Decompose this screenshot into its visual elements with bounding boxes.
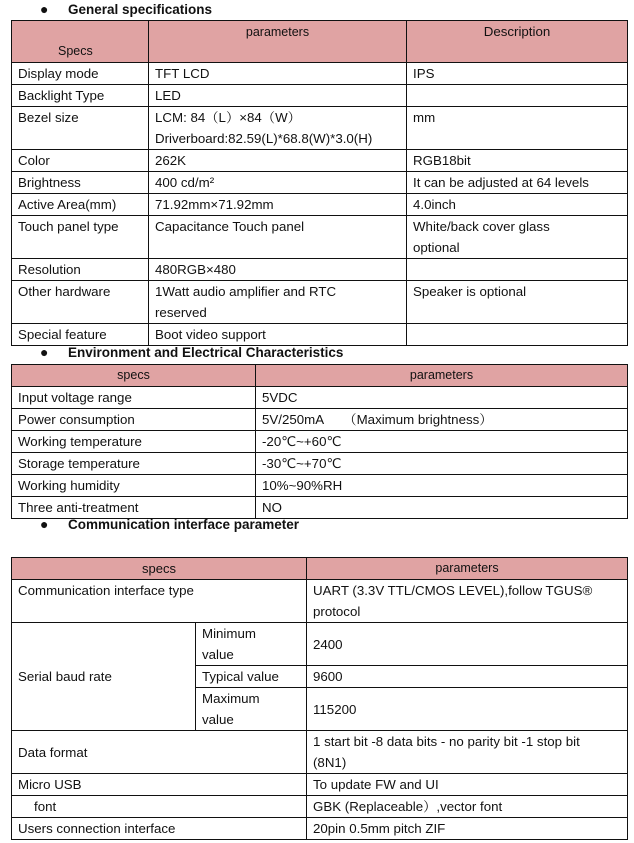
spec-cell: Color bbox=[12, 150, 149, 172]
description-cell: 4.0inch bbox=[407, 194, 628, 216]
spec-cell: Backlight Type bbox=[12, 85, 149, 107]
spec-cell: Special feature bbox=[12, 324, 149, 346]
spec-cell: Working humidity bbox=[12, 475, 256, 497]
table-row bbox=[12, 818, 628, 840]
param-cell: 480RGB×480 bbox=[149, 259, 407, 281]
table-row bbox=[12, 281, 628, 324]
table-row bbox=[12, 497, 628, 519]
bullet-icon: ● bbox=[40, 1, 49, 17]
baud-label-cell: Typical value bbox=[196, 666, 307, 688]
spec-cell: Touch panel type bbox=[12, 216, 149, 259]
spec-cell: Display mode bbox=[12, 63, 149, 85]
param-cell: -20℃~+60℃ bbox=[256, 431, 628, 453]
table-row bbox=[12, 409, 628, 431]
table-row bbox=[12, 623, 628, 666]
param-cell: LED bbox=[149, 85, 407, 107]
description-cell bbox=[407, 85, 628, 107]
spec-cell: Three anti-treatment bbox=[12, 497, 256, 519]
param-cell: 115200 bbox=[307, 688, 628, 731]
param-cell: 1Watt audio amplifier and RTC reserved bbox=[149, 281, 407, 324]
param-cell: 5V/250mA （Maximum brightness） bbox=[256, 409, 628, 431]
environment-table bbox=[11, 364, 628, 519]
general-specifications-table bbox=[11, 20, 628, 346]
param-cell: UART (3.3V TTL/CMOS LEVEL),follow TGUS® protocol bbox=[307, 580, 628, 623]
param-cell: Boot video support bbox=[149, 324, 407, 346]
param-cell: Capacitance Touch panel bbox=[149, 216, 407, 259]
table-row bbox=[12, 580, 628, 623]
communication-table bbox=[11, 557, 628, 840]
spec-cell: font bbox=[12, 796, 307, 818]
param-cell: 2400 bbox=[307, 623, 628, 666]
header-parameters: parameters bbox=[149, 21, 407, 63]
table-row bbox=[12, 172, 628, 194]
header-description: Description bbox=[407, 21, 628, 63]
table-row bbox=[12, 85, 628, 107]
description-cell: IPS bbox=[407, 63, 628, 85]
description-cell bbox=[407, 324, 628, 346]
spec-cell: Communication interface type bbox=[12, 580, 307, 623]
spec-cell: Storage temperature bbox=[12, 453, 256, 475]
description-cell bbox=[407, 259, 628, 281]
param-cell: -30℃~+70℃ bbox=[256, 453, 628, 475]
table-row bbox=[12, 453, 628, 475]
table-row bbox=[12, 150, 628, 172]
param-cell: To update FW and UI bbox=[307, 774, 628, 796]
spec-cell: Bezel size bbox=[12, 107, 149, 150]
table-row bbox=[12, 107, 628, 150]
param-cell: 262K bbox=[149, 150, 407, 172]
param-cell: 9600 bbox=[307, 666, 628, 688]
bullet-icon: ● bbox=[40, 516, 49, 532]
table-header-row bbox=[12, 365, 628, 387]
table-row bbox=[12, 216, 628, 259]
param-cell: 1 start bit -8 data bits - no parity bit -1 stop bit (8N1) bbox=[307, 731, 628, 774]
table-row bbox=[12, 731, 628, 774]
table-header-row bbox=[12, 558, 628, 580]
header-specs: specs bbox=[12, 365, 256, 387]
spec-cell: Users connection interface bbox=[12, 818, 307, 840]
description-cell: Speaker is optional bbox=[407, 281, 628, 324]
param-cell: GBK (Replaceable）,vector font bbox=[307, 796, 628, 818]
param-cell: TFT LCD bbox=[149, 63, 407, 85]
param-cell: LCM: 84（L）×84（W） Driverboard:82.59(L)*68.8(W)*3.0(H) bbox=[149, 107, 407, 150]
param-cell: 71.92mm×71.92mm bbox=[149, 194, 407, 216]
table-row bbox=[12, 796, 628, 818]
baud-label-cell: Minimum value bbox=[196, 623, 307, 666]
table-row bbox=[12, 194, 628, 216]
bullet-icon: ● bbox=[40, 344, 49, 360]
spec-cell: Active Area(mm) bbox=[12, 194, 149, 216]
spec-cell: Data format bbox=[12, 731, 307, 774]
spec-cell: Micro USB bbox=[12, 774, 307, 796]
table-row bbox=[12, 387, 628, 409]
param-cell: 5VDC bbox=[256, 387, 628, 409]
baud-label-cell: Maximum value bbox=[196, 688, 307, 731]
table-row bbox=[12, 431, 628, 453]
spec-cell: Resolution bbox=[12, 259, 149, 281]
header-parameters: parameters bbox=[307, 558, 628, 580]
table-row bbox=[12, 63, 628, 85]
spec-cell: Serial baud rate bbox=[12, 623, 196, 731]
param-cell: NO bbox=[256, 497, 628, 519]
table-row bbox=[12, 475, 628, 497]
spec-cell: Other hardware bbox=[12, 281, 149, 324]
param-cell: 10%~90%RH bbox=[256, 475, 628, 497]
header-parameters: parameters bbox=[256, 365, 628, 387]
description-cell: It can be adjusted at 64 levels bbox=[407, 172, 628, 194]
description-cell: RGB18bit bbox=[407, 150, 628, 172]
spec-cell: Working temperature bbox=[12, 431, 256, 453]
spec-cell: Input voltage range bbox=[12, 387, 256, 409]
param-cell: 400 cd/m² bbox=[149, 172, 407, 194]
table-row bbox=[12, 324, 628, 346]
param-cell: 20pin 0.5mm pitch ZIF bbox=[307, 818, 628, 840]
header-specs: specs bbox=[12, 558, 307, 580]
description-cell: mm bbox=[407, 107, 628, 150]
spec-cell: Power consumption bbox=[12, 409, 256, 431]
header-specs: Specs bbox=[12, 21, 149, 63]
table-header-row bbox=[12, 21, 628, 63]
table-row bbox=[12, 774, 628, 796]
table-row bbox=[12, 259, 628, 281]
description-cell: White/back cover glass optional bbox=[407, 216, 628, 259]
spec-cell: Brightness bbox=[12, 172, 149, 194]
